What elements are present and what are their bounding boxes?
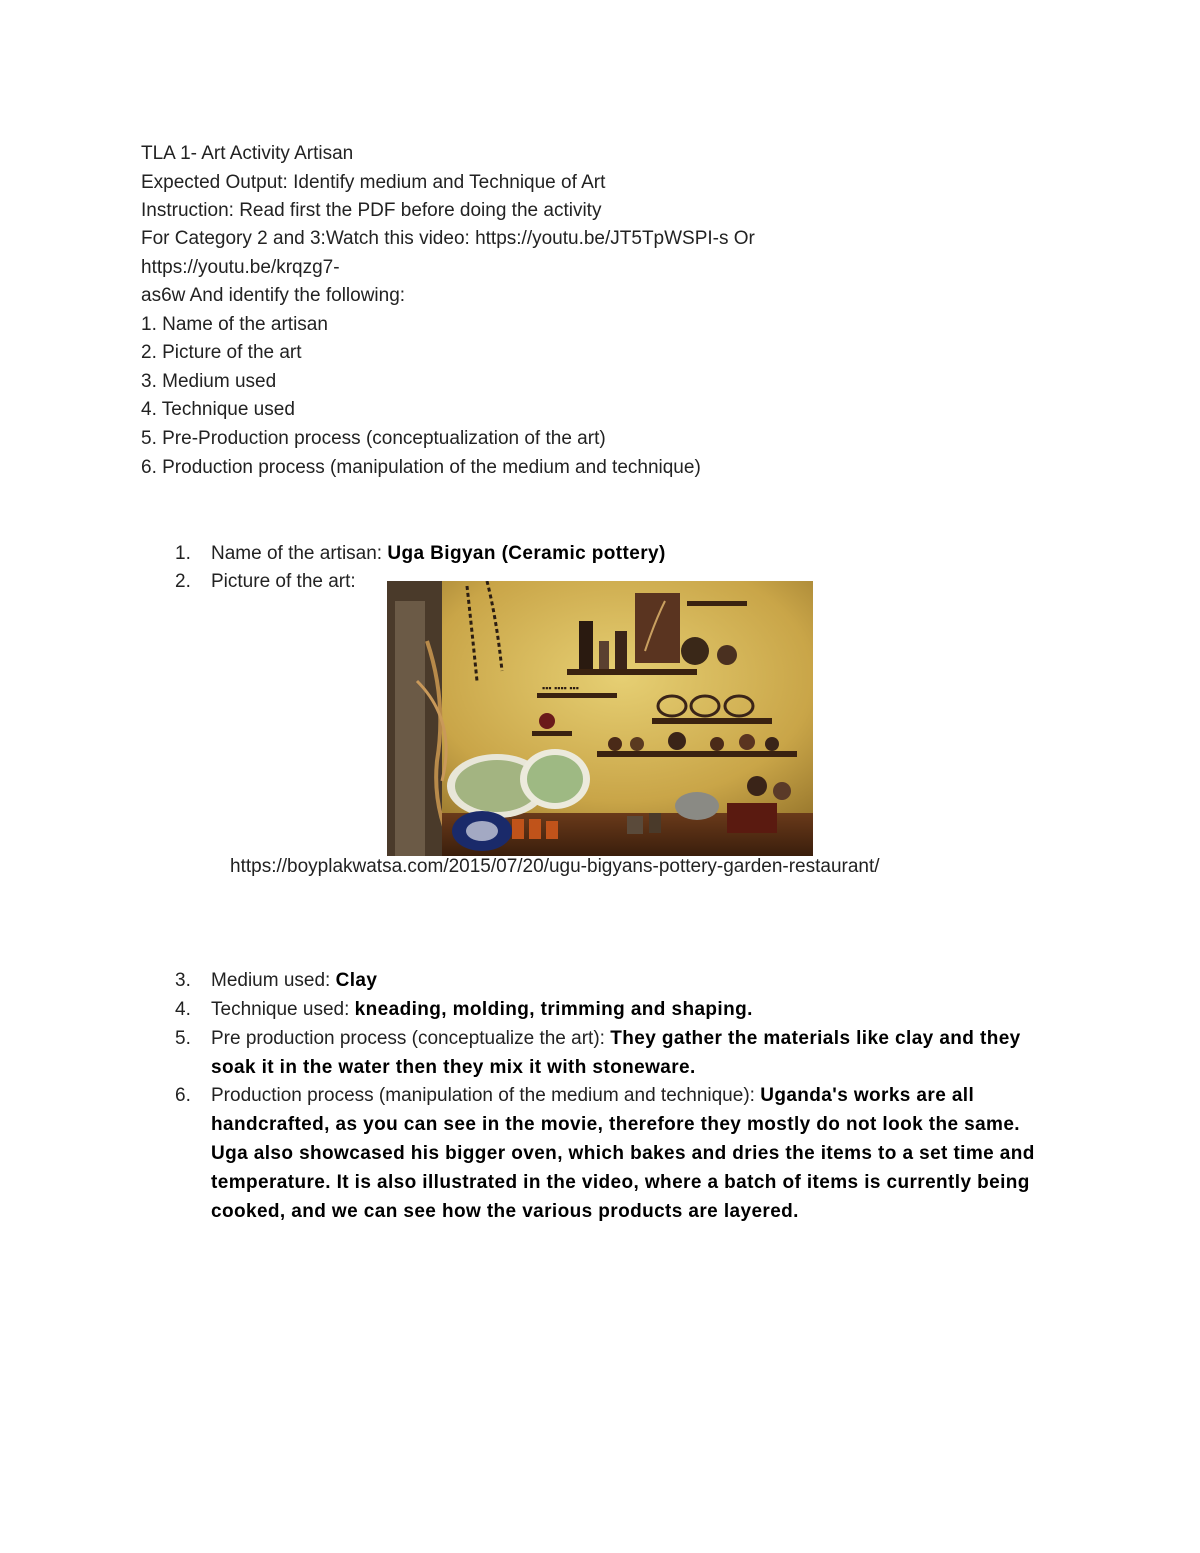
answer-value: Uganda's works are all handcrafted, as you can see in the movie, therefore they mostly do not look the same. Uga also showcased his bigger oven, which bakes and dries the items to a set time and temperature. It is also illustrated in the video, where a batch of items is currently being cooked, and we can see how the various products are layered. — [211, 1085, 1035, 1222]
category-line: For Category 2 and 3:Watch this video: https://youtu.be/JT5TpWSPI-s Or — [141, 228, 755, 249]
answer-number: 4. — [175, 999, 191, 1020]
question-3: 3. Medium used — [141, 371, 277, 392]
answer-4 — [0, 995, 1200, 1024]
answer-value: Clay — [335, 970, 378, 991]
answer-label: Medium used: — [211, 970, 336, 991]
answer-number: 6. — [175, 1085, 191, 1106]
answer-value: Uga Bigyan (Ceramic pottery) — [387, 543, 666, 564]
question-5: 5. Pre-Production process (conceptualization of the art) — [141, 428, 606, 449]
question-1: 1. Name of the artisan — [141, 314, 328, 335]
answer-5 — [0, 1024, 1200, 1084]
answer-3 — [0, 966, 1200, 995]
picture-source-url: https://boyplakwatsa.com/2015/07/20/ugu-bigyans-pottery-garden-restaurant/ — [230, 856, 880, 877]
identify-line: as6w And identify the following: — [141, 285, 406, 306]
answer-value: kneading, molding, trimming and shaping. — [354, 999, 753, 1020]
answer-6 — [0, 1081, 1200, 1231]
answer-label: Pre production process (conceptualize the art): — [211, 1028, 611, 1049]
question-4: 4. Technique used — [141, 399, 295, 420]
answer-label: Name of the artisan: — [211, 543, 388, 564]
pottery-shop-photo — [387, 581, 813, 856]
instruction: Instruction: Read first the PDF before doing the activity — [141, 200, 602, 221]
answer-1 — [0, 539, 1200, 568]
svg-text:▪▪▪ ▪▪▪▪ ▪▪▪: ▪▪▪ ▪▪▪▪ ▪▪▪ — [542, 683, 579, 693]
answer-label: Technique used: — [211, 999, 355, 1020]
answer-value: They gather the materials like clay and they soak it in the water then they mix it with stoneware. — [211, 1028, 1021, 1078]
question-2: 2. Picture of the art — [141, 342, 302, 363]
answer-number: 2. — [175, 571, 191, 592]
expected-output: Expected Output: Identify medium and Technique of Art — [141, 172, 606, 193]
question-6: 6. Production process (manipulation of the medium and technique) — [141, 457, 701, 478]
answer-label: Production process (manipulation of the medium and technique): — [211, 1085, 761, 1106]
document-title: TLA 1- Art Activity Artisan — [141, 143, 354, 164]
answer-number: 3. — [175, 970, 191, 991]
answer-number: 1. — [175, 543, 191, 564]
answer-label: Picture of the art: — [211, 571, 356, 592]
answer-number: 5. — [175, 1028, 191, 1049]
video-link-line: https://youtu.be/krqzg7- — [141, 257, 340, 278]
